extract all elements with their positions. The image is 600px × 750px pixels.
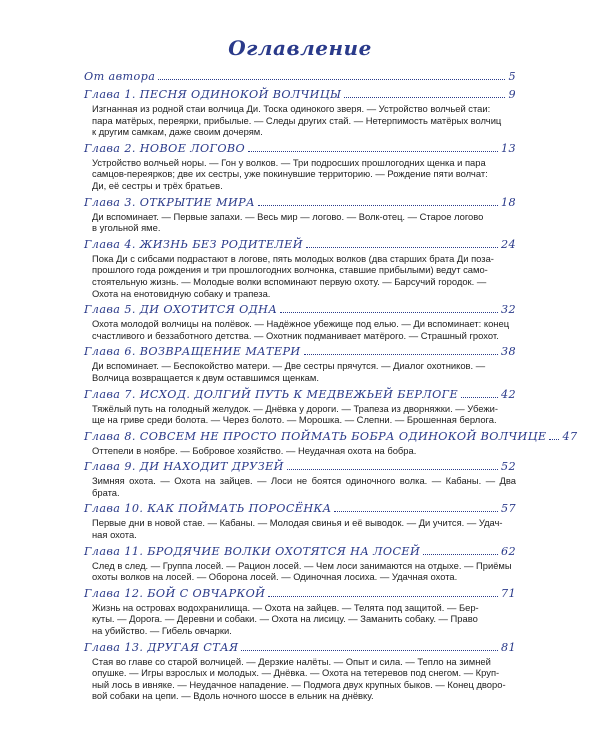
chapter-summary [92,360,516,383]
summary-line: Охота на енотовидную собаку и трапеза. [92,287,271,299]
toc-entry-heading-row [84,238,516,252]
summary-line: прошлого года рождения и три прошлогодних волчонка, ставшие прибылыми) ведут само- [92,264,488,276]
dot-leader [334,511,498,512]
summary-line: Пока Ди с сибсами подрастают в логове, пять молодых волков (два старших брата Ди поза- [92,252,494,264]
dot-leader [304,354,498,355]
chapter-summary [92,211,516,234]
toc-entry [84,303,516,341]
chapter-title: Глава 11. БРОДЯЧИЕ ВОЛКИ ОХОТЯТСЯ НА ЛОСЕЙ [84,544,421,558]
summary-line: Оттепели в ноябре. — Бобровое хозяйство. — Неудачная охота на бобра. [92,444,417,456]
dot-leader [280,312,498,313]
toc-entry-heading-row [84,88,516,102]
page-number: 5 [508,70,516,83]
chapter-title: Глава 1. ПЕСНЯ ОДИНОКОЙ ВОЛЧИЦЫ [84,88,342,101]
page-number: 62 [500,544,516,558]
dot-leader [258,205,498,206]
summary-line: к другим самкам, даже своим дочерям. [92,126,263,138]
dot-leader [461,397,498,398]
toc-entry-heading-row [84,345,516,359]
toc-entry [84,641,516,702]
toc-entry [84,70,516,84]
chapter-title: Глава 5. ДИ ОХОТИТСЯ ОДНА [84,303,278,317]
toc-entry [84,142,516,192]
toc-entry [84,196,516,234]
summary-line: Волчица возвращается к двум оставшимся щенкам. [92,371,319,383]
chapter-title: Глава 8. СОВСЕМ НЕ ПРОСТО ПОЙМАТЬ БОБРА ОДИНОКОЙ ВОЛЧИЦЕ [84,429,547,443]
summary-line: Первые дни в новой стае. — Кабаны. — Молодая свинья и её выводок. — Ди учится. — Удач- [92,517,503,529]
summary-line: Ди вспоминает. — Беспокойство матери. — Две сестры прячутся. — Диалог охотников. — [92,360,486,372]
toc-entry [84,545,516,583]
summary-line: Устройство волчьей норы. — Гон у волков. — Три подросших прошлогодних щенка и пара [92,156,486,168]
page-number: 52 [500,460,516,474]
chapter-title: Глава 13. ДРУГАЯ СТАЯ [84,640,239,654]
summary-line: ще на гриве среди болота. — Через болото. — Морошка. — Слепни. — Брошенная берлога. [92,414,497,426]
page-number: 24 [500,237,516,251]
toc-entry-heading-row [84,545,516,559]
page-number: 13 [500,141,516,155]
page-number: 71 [500,586,516,600]
summary-line: Ди, её сестры и трёх братьев. [92,179,223,191]
page-number: 42 [500,387,516,401]
toc-entry [84,88,516,138]
summary-line: Жизнь на островах водохранилища. — Охота на зайцев. — Телята под защитой. — Бер- [92,601,479,613]
chapter-title: Глава 3. ОТКРЫТИЕ МИРА [84,195,255,209]
summary-line: самцов-переярков; две их сестры, уже покинувшие территорию. — Рождение пяти волчат: [92,168,488,180]
dot-leader [549,439,559,440]
dot-leader [241,650,498,651]
toc-entry [84,388,516,426]
chapter-title: Глава 6. ВОЗВРАЩЕНИЕ МАТЕРИ [84,345,301,359]
chapter-summary [92,560,516,583]
summary-line: куты. — Дорога. — Деревни и собаки. — Охота на лисицу. — Заманить собаку. — Право [92,613,478,625]
summary-line: охоты волков на лосей. — Оборона лосей. — Одиночная лосиха. — Удачная охота. [92,571,458,583]
summary-line: След в след. — Группа лосей. — Рацион лосей. — Чем лоси занимаются на отдыхе. — Приёмы [92,559,512,571]
page-number: 9 [508,88,516,101]
chapter-title: Глава 12. БОЙ С ОВЧАРКОЙ [84,586,266,600]
summary-line: счастливого и беззаботного детства. — Охотник подманивает матёрого. — Страшный грохот. [92,329,499,341]
chapter-title: Глава 9. ДИ НАХОДИТ ДРУЗЕЙ [84,460,284,474]
toc-entry [84,587,516,637]
dot-leader [306,247,498,248]
toc-entry-heading-row [84,502,516,516]
toc-entry-heading-row [84,142,516,156]
chapter-summary [92,445,516,457]
chapter-title: Глава 4. ЖИЗНЬ БЕЗ РОДИТЕЛЕЙ [84,237,303,251]
page-number: 47 [562,429,578,443]
summary-line: Тяжёлый путь на голодный желудок. — Днёвка у дороги. — Трапеза из дворняжки. — Убежи- [92,402,499,414]
summary-line: пара матёрых, переярки, прибылые. — Следы других стай. — Нетерпимость матёрых волчиц [92,114,502,126]
summary-line: вой собаки на цепи. — Вдоль ночного шоссе в ельник на днёвку. [92,690,374,702]
toc-entry-heading-row [84,303,516,317]
dot-leader [423,554,498,555]
dot-leader [248,151,498,152]
summary-line: Зимняя охота. — Охота на зайцев. — Лоси не боятся одиночного волка. — Кабаны. — Два брата. [92,475,516,498]
toc-entry [84,429,578,457]
chapter-summary [92,475,516,498]
summary-line: ный лось в ивняке. — Неудачное нападение. — Подмога двух крупных быков. — Конец дворо- [92,678,506,690]
toc-entry-heading-row [84,388,516,402]
chapter-summary [92,253,516,299]
toc-entry [84,238,516,299]
page-title: Оглавление [228,36,372,60]
page-number: 81 [500,640,516,654]
dot-leader [287,469,498,470]
toc-list [84,70,578,702]
chapter-summary [92,517,516,540]
chapter-title: Глава 10. КАК ПОЙМАТЬ ПОРОСЁНКА [84,502,332,516]
summary-line: Стая во главе со старой волчицей. — Дерзкие налёты. — Опыт и сила. — Тепло на зимней [92,655,491,667]
chapter-title: Глава 2. НОВОЕ ЛОГОВО [84,141,246,155]
summary-line: Охота молодой волчицы на полёвок. — Надёжное убежище под елью. — Ди вспоминает: конец [92,318,510,330]
chapter-title: От автора [84,70,156,83]
chapter-summary [92,318,516,341]
page-number: 57 [500,502,516,516]
summary-line: на убийство. — Гибель овчарки. [92,625,232,637]
page-number: 32 [500,303,516,317]
page-number: 38 [500,345,516,359]
toc-entry [84,502,516,540]
summary-line: Ди вспоминает. — Первые запахи. — Весь мир — логово. — Волк-отец. — Старое логово [92,210,484,222]
chapter-summary [92,157,516,192]
dot-leader [268,596,498,597]
toc-entry-heading-row [84,196,516,210]
toc-entry [84,460,516,498]
summary-line: Изгнанная из родной стаи волчица Ди. Тоска одинокого зверя. — Устройство волчьей стаи: [92,103,491,114]
dot-leader [344,97,505,98]
summary-line: ная охота. [92,529,137,541]
toc-entry-heading-row [84,460,516,474]
summary-line: стоятельную жизнь. — Молодые волки вспоминают первую охоту. — Барсучий городок. — [92,275,487,287]
chapter-title: Глава 7. ИСХОД. ДОЛГИЙ ПУТЬ К МЕДВЕЖЬЕЙ БЕРЛОГЕ [84,387,459,401]
chapter-summary [92,602,516,637]
toc-entry-heading-row [84,587,516,601]
chapter-summary [92,403,516,426]
summary-line: в угольной яме. [92,222,161,234]
toc-entry-heading-row [84,429,578,444]
dot-leader [158,79,505,80]
toc-entry-heading-row [84,641,516,655]
toc-entry [84,345,516,383]
chapter-summary [92,656,516,702]
summary-line: опушке. — Игры взрослых и молодых. — Днёвка. — Охота на тетеревов под снегом. — Круп- [92,667,500,679]
toc-entry-heading-row [84,70,516,84]
page-number: 18 [500,195,516,209]
chapter-summary [92,103,516,138]
